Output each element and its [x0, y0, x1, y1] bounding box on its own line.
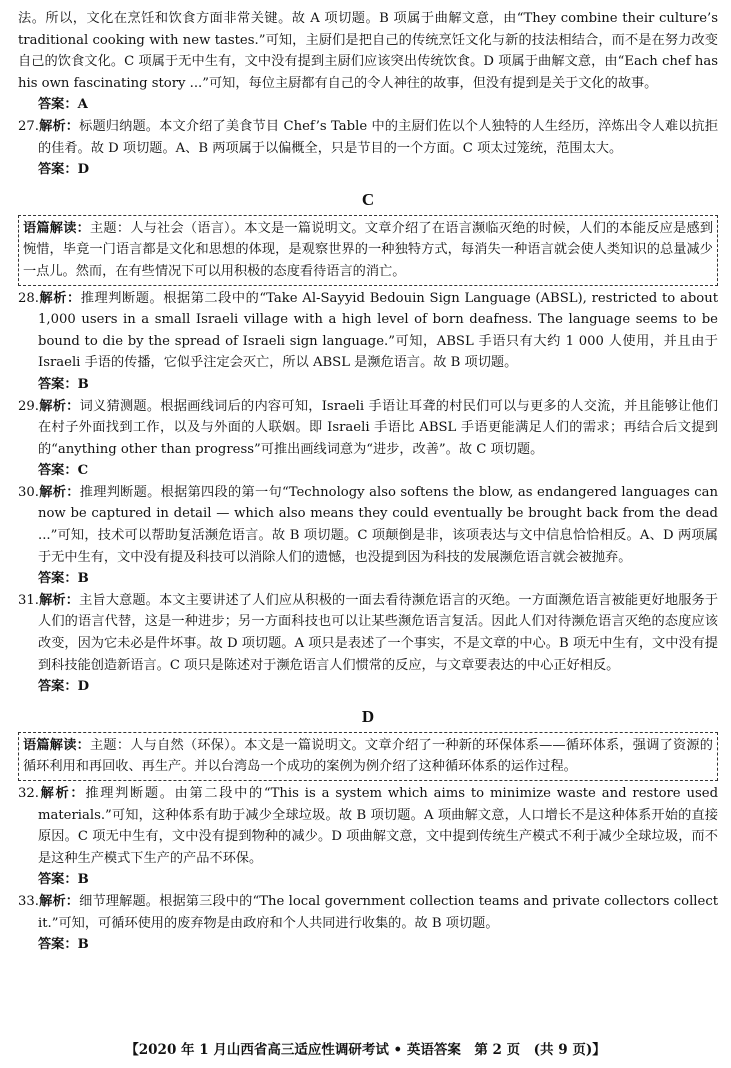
q27-explanation: 27.解析：标题归纳题。本文介绍了美食节目 Chef’s Table 中的主厨们佐以个人独特的人生经历，淬炼出令人难以抗拒的佳肴。故 D 项切题。A、B 两项属于以偏概全，只是节目的一个方面。C 项太过笼统，范围太大。	[18, 118, 719, 156]
q27-answer: 答案：D	[38, 162, 89, 178]
section-d-passage-box: 语篇解读：主题：人与自然（环保）。本文是一篇说明文。文章介绍了一种新的环保体系——循环体系，强调了资源的循环利用和再回收、再生产。并以台湾岛一个成功的案例为例介绍了这种循环体系的运作过程。	[18, 732, 718, 781]
q32-answer: 答案：B	[38, 872, 89, 888]
q26-answer: 答案：A	[38, 97, 88, 113]
q30-explanation: 30.解析：推理判断题。根据第四段的第一句“Technology also softens the blow, as endangered languages can now be captured in detail — which also means they could eventually be brought back from the dead ...”可知，技术可以帮助复活濒危语言。故 B 项切题。C 项颠倒是非，该项表达与文中信息恰恰相反。A、D 两项属于无中生有，文中没有提及科技可以消除人们的遗憾，也没提到因为科技的发展濒危语言就会被抛弃。	[18, 484, 719, 565]
q31-answer: 答案：D	[38, 679, 89, 695]
q29-explanation: 29.解析：词义猜测题。根据画线词后的内容可知，Israeli 手语让耳聋的村民们可以与更多的人交流，并且能够让他们在村子外面找到工作，以及与外面的人联姻。即 Israeli 手语比 ABSL 手语更能满足人们的需求；再结合后文提到的“anything other than progress”可推出画线词意为“进步，改善”。故 C 项切题。	[18, 398, 719, 457]
q33-explanation: 33.解析：细节理解题。根据第三段中的“The local government collection teams and private collectors collect it.”可知，可循环使用的废弃物是由政府和个人共同进行收集的。故 B 项切题。	[18, 893, 719, 931]
q29-answer: 答案：C	[38, 463, 89, 479]
q28-explanation: 28.解析：推理判断题。根据第二段中的“Take Al-Sayyid Bedouin Sign Language (ABSL), restricted to about 1,000 users in a small Israeli village with a high level of born deafness. The language seems to be bound to die by the spread of Israeli sign language.”可知，ABSL 手语只有大约 1 000 人使用，并且由于 Israeli 手语的传播，它似乎注定会灭亡，所以 ABSL 是濒危语言。故 B 项切题。	[18, 290, 718, 371]
q28-answer: 答案：B	[38, 376, 89, 392]
q31-explanation: 31.解析：主旨大意题。本文主要讲述了人们应从积极的一面去看待濒危语言的灭绝。一方面濒危语言被能更好地服务于人们的语言代替，这是一种进步；另一方面科技也可以让某些濒危语言复活。因此人们对待濒危语言灭绝的态度应该改变，因为它未必是件坏事。故 D 项切题。A 项只是表述了一个事实，不是文章的中心。B 项无中生有，文中没有提到科技能创造新语言。C 项只是陈述对于濒危语言人们惯常的反应，与文章要表达的中心正好相反。	[18, 592, 719, 673]
q26-explanation-continued: 法。所以，文化在烹饪和饮食方面非常关键。故 A 项切题。B 项属于曲解文意，由“They combine their culture’s traditional cooking with new tastes.”可知，主厨们是把自己的传统烹饪文化与新的技法相结合，而不是在努力改变自己的饮食文化。C 项属于无中生有，文中没有提到主厨们应该突出传统饮食。D 项属于曲解文意，由“Each chef has his own fascinating story ...”可知，每位主厨都有自己的令人神往的故事，但没有提到是关于文化的故事。	[18, 11, 718, 91]
page-footer: 【2020 年 1 月山西省高三适应性调研考试 • 英语答案 第 2 页 (共 9 页)】	[125, 1042, 606, 1058]
section-c-title: C	[361, 189, 375, 209]
section-d-title: D	[361, 706, 375, 726]
section-c-passage-box: 语篇解读：主题：人与社会（语言）。本文是一篇说明文。文章介绍了在语言濒临灭绝的时候，人们的本能反应是感到惋惜，毕竟一门语言都是文化和思想的体现，是观察世界的一种独特方式，每消失一种语言就会使人类知识的总量减少一点儿。然而，在有些情况下可以用积极的态度看待语言的消亡。	[18, 215, 718, 286]
answer-page	[18, 8, 718, 956]
q33-answer: 答案：B	[38, 937, 89, 953]
q30-answer: 答案：B	[38, 571, 89, 587]
q32-explanation: 32.解析：推理判断题。由第二段中的“This is a system which aims to minimize waste and restore used materials.”可知，这种体系有助于减少全球垃圾。故 B 项切题。A 项曲解文意，人口增长不是这种体系开始的直接原因。C 项无中生有，文中没有提到物种的减少。D 项曲解文意，文中提到传统生产模式不利于减少全球垃圾，而不是这种生产模式下生产的产品不环保。	[18, 786, 719, 866]
